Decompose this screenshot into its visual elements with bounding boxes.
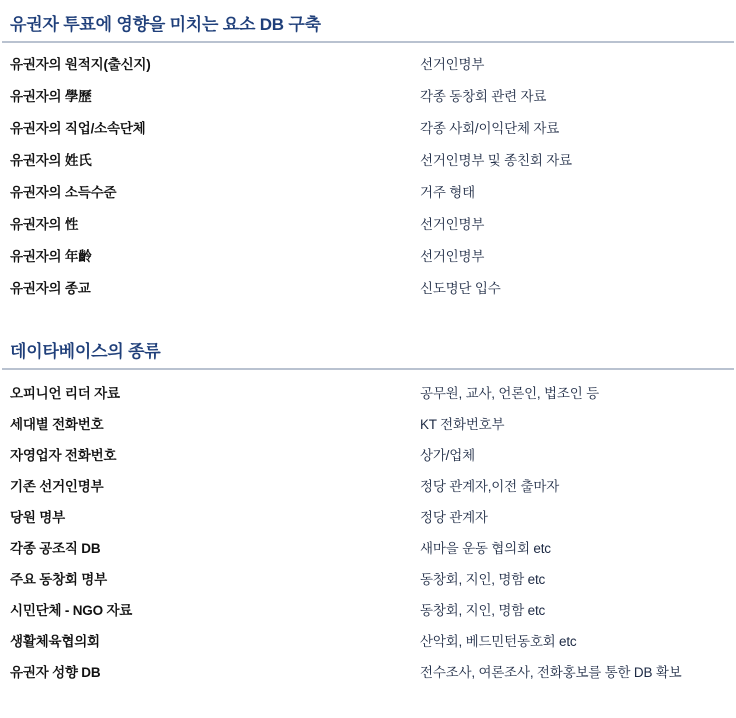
- list-item: [0, 537, 736, 568]
- item-description: 새마을 운동 협의회 etc: [420, 541, 551, 556]
- item-term: 유권자의 원적지(출신지): [10, 57, 151, 72]
- item-term: 각종 공조직 DB: [10, 541, 101, 556]
- item-description: 각종 사회/이익단체 자료: [420, 121, 560, 136]
- list-item: [0, 382, 736, 413]
- list-item: [0, 568, 736, 599]
- item-term: 자영업자 전화번호: [10, 448, 117, 463]
- item-description: KT 전화번호부: [420, 417, 505, 432]
- list-item: [0, 599, 736, 630]
- item-term: 유권자의 性: [10, 217, 79, 232]
- item-term: 당원 명부: [10, 510, 65, 525]
- item-description: 선거인명부: [420, 57, 485, 72]
- list-item: [0, 213, 736, 245]
- item-description: 각종 동창회 관련 자료: [420, 89, 547, 104]
- section-database-types: [0, 327, 736, 692]
- item-term: 생활체육협의회: [10, 634, 100, 649]
- item-description: 신도명단 입수: [420, 281, 501, 296]
- list-item: [0, 117, 736, 149]
- item-term: 유권자 성향 DB: [10, 665, 101, 680]
- definition-list: [0, 43, 736, 309]
- item-description: 상가/업체: [420, 448, 475, 463]
- item-term: 세대별 전화번호: [10, 417, 104, 432]
- item-term: 유권자의 姓氏: [10, 153, 92, 168]
- item-description: 동창회, 지인, 명함 etc: [420, 572, 546, 587]
- item-description: 산악회, 베드민턴동호회 etc: [420, 634, 577, 649]
- item-description: 선거인명부: [420, 217, 485, 232]
- list-item: [0, 475, 736, 506]
- list-item: [0, 53, 736, 85]
- item-description: 전수조사, 여론조사, 전화홍보를 통한 DB 확보: [420, 665, 682, 680]
- item-description: 정당 관계자: [420, 510, 488, 525]
- item-term: 기존 선거인명부: [10, 479, 104, 494]
- item-term: 유권자의 學歷: [10, 89, 92, 104]
- item-description: 동창회, 지인, 명함 etc: [420, 603, 546, 618]
- item-term: 유권자의 소득수준: [10, 185, 117, 200]
- list-item: [0, 630, 736, 661]
- section-title: 데이타베이스의 종류: [10, 342, 161, 361]
- item-term: 주요 동창회 명부: [10, 572, 107, 587]
- list-item: [0, 444, 736, 475]
- list-item: [0, 277, 736, 309]
- list-item: [0, 245, 736, 277]
- list-item: [0, 413, 736, 444]
- item-description: 거주 형태: [420, 185, 475, 200]
- list-item: [0, 661, 736, 692]
- list-item: [0, 506, 736, 537]
- section-voter-factors: [0, 0, 736, 309]
- section-title: 유권자 투표에 영향을 미치는 요소 DB 구축: [10, 15, 321, 34]
- item-description: 선거인명부 및 종친회 자료: [420, 153, 572, 168]
- definition-list: [0, 370, 736, 692]
- item-term: 시민단체 - NGO 자료: [10, 603, 133, 618]
- item-term: 유권자의 직업/소속단체: [10, 121, 146, 136]
- item-term: 유권자의 종교: [10, 281, 91, 296]
- item-term: 유권자의 年齡: [10, 249, 92, 264]
- section-spacer: [0, 309, 736, 327]
- item-description: 선거인명부: [420, 249, 485, 264]
- item-description: 정당 관계자,이전 출마자: [420, 479, 560, 494]
- list-item: [0, 181, 736, 213]
- item-term: 오피니언 리더 자료: [10, 386, 120, 401]
- list-item: [0, 149, 736, 181]
- item-description: 공무원, 교사, 언론인, 법조인 등: [420, 386, 599, 401]
- list-item: [0, 85, 736, 117]
